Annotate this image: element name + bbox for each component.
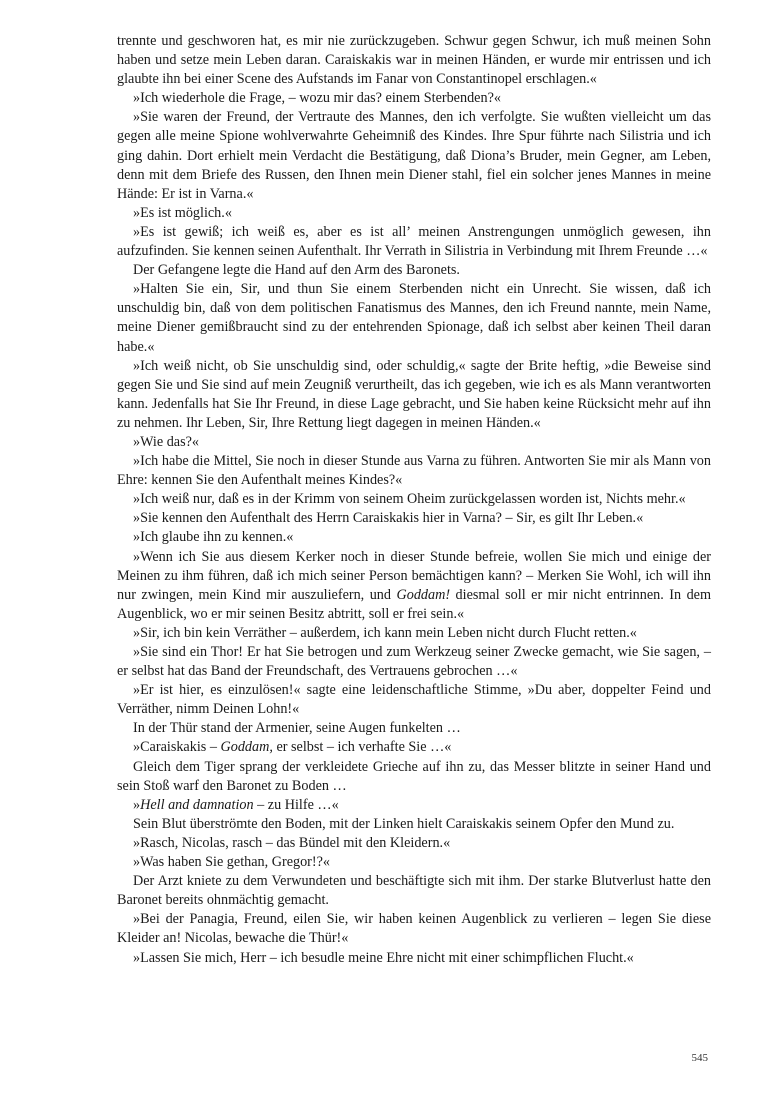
text-run: »Bei der Panagia, Freund, eilen Sie, wir haben keinen Augenblick zu verlieren – legen Sie diese Kleider an! Nicolas, bewache die Thür!«	[117, 911, 711, 947]
paragraph	[117, 853, 711, 872]
text-run: – zu Hilfe …«	[253, 796, 339, 813]
paragraph	[117, 528, 711, 547]
text-run: Der Gefangene legte die Hand auf den Arm des Baronets.	[133, 262, 460, 279]
paragraph	[117, 32, 711, 89]
paragraph	[117, 910, 711, 948]
text-run: »Es ist möglich.«	[133, 204, 232, 221]
paragraph	[117, 204, 711, 223]
text-run: trennte und geschworen hat, es mir nie zurückzugeben. Schwur gegen Schwur, ich muß meinen Sohn haben und setze mein Leben daran. Caraiskakis war in meinen Händen, er wurde mir entrissen und ich glaubte ihn bei einer Scene des Aufstands im Fanar von Constantinopel erschlagen.«	[117, 33, 711, 88]
paragraph	[117, 949, 711, 968]
paragraph	[117, 223, 711, 261]
page-body	[117, 32, 711, 968]
text-run: »Ich weiß nur, daß es in der Krimm von seinem Oheim zurückgelassen worden ist, Nichts mehr.«	[133, 491, 686, 508]
paragraph	[117, 834, 711, 853]
paragraph	[117, 261, 711, 280]
paragraph	[117, 624, 711, 643]
text-run: »Er ist hier, es einzulösen!« sagte eine leidenschaftliche Stimme, »Du aber, doppelter Feind und Verräther, nimm Deinen Lohn!«	[117, 682, 711, 718]
paragraph	[117, 108, 711, 203]
text-run: Der Arzt kniete zu dem Verwundeten und beschäftigte sich mit ihm. Der starke Blutverlust hatte den Baronet bereits ohnmächtig gemacht.	[117, 873, 711, 909]
paragraph	[117, 719, 711, 738]
text-run: »	[133, 796, 141, 813]
text-run: »Rasch, Nicolas, rasch – das Bündel mit den Kleidern.«	[133, 834, 451, 851]
text-run: »Sie waren der Freund, der Vertraute des Mannes, den ich verfolgte. Sie wußten vielleicht um das gegen alle meine Spione wohlverwahrte Geheimniß des Kindes. Ihre Spur führte nach Silistria und ich ging dahin. Dort erhielt mein Verdacht die Bestätigung, daß Diona’s Bruder, mein Gegner, am Leben, denn mit dem Briefe des Russen, den Ihnen mein Diener stahl, fiel ein solcher jenes Mannes in meine Hände: Er ist in Varna.«	[117, 109, 711, 202]
text-run: »Wie das?«	[133, 433, 200, 450]
paragraph	[117, 548, 711, 624]
text-run: »Es ist gewiß; ich weiß es, aber es ist all’ meinen Anstrengungen unmöglich gewesen, ihn aufzufinden. Sie kennen seinen Aufenthalt. Ihr Verrath in Silistria in Verbindung mit Ihrem Freunde …«	[117, 223, 711, 260]
paragraph	[117, 452, 711, 490]
paragraph	[117, 89, 711, 108]
text-run: Sein Blut überströmte den Boden, mit der Linken hielt Caraiskakis seinem Opfer den Mund zu.	[133, 815, 675, 832]
italic-text: Goddam,	[220, 739, 273, 756]
paragraph	[117, 490, 711, 509]
text-run: Gleich dem Tiger sprang der verkleidete Grieche auf ihn zu, das Messer blitzte in seiner Hand und sein Stoß warf den Baronet zu Boden …	[117, 758, 711, 794]
page-number: 545	[691, 1052, 708, 1064]
text-run: »Sie kennen den Aufenthalt des Herrn Caraiskakis hier in Varna? – Sir, es gilt Ihr Leben.«	[133, 510, 644, 527]
text-run: »Was haben Sie gethan, Gregor!?«	[133, 854, 331, 871]
paragraph	[117, 815, 711, 834]
paragraph	[117, 280, 711, 356]
paragraph	[117, 738, 711, 757]
text-run: »Ich wiederhole die Frage, – wozu mir das? einem Sterbenden?«	[133, 90, 501, 107]
text-run: »Ich glaube ihn zu kennen.«	[133, 529, 294, 546]
text-run: »Sie sind ein Thor! Er hat Sie betrogen und zum Werkzeug seiner Zwecke gemacht, wie Sie sagen, – er selbst hat das Band der Freundschaft, des Vertrauens gebrochen …«	[117, 644, 711, 680]
paragraph	[117, 433, 711, 452]
text-run: »Ich weiß nicht, ob Sie unschuldig sind, oder schuldig,« sagte der Brite heftig, »die Beweise sind gegen Sie und Sie sind auf mein Zeugniß verurtheilt, das ich gegeben, wie ich es als Mann verantworten kann. Jedenfalls hat Sie Ihr Freund, in diese Lage gebracht, und Sie haben keine Rücksicht mehr auf ihn zu nehmen. Ihr Leben, Sir, Ihre Rettung liegt dagegen in meinen Händen.«	[117, 357, 711, 431]
text-run: »Caraiskakis –	[133, 739, 221, 756]
text-run: diesmal soll er mir nicht entrinnen. In dem Augenblick, wo er mir seinen Besitz abtritt, soll er frei sein.«	[117, 586, 711, 622]
text-run: »Lassen Sie mich, Herr – ich besudle meine Ehre nicht mit einer schimpflichen Flucht.«	[133, 949, 634, 966]
text-run: er selbst – ich verhafte Sie …«	[272, 739, 452, 756]
paragraph	[117, 681, 711, 719]
text-run: »Wenn ich Sie aus diesem Kerker noch in dieser Stunde befreie, wollen Sie mich und einige der Meinen zu ihm führen, daß ich mich seiner Person bemächtigen kann? – Merken Sie Wohl, ich will ihn nur zwingen, mein Kind mir auszuliefern, und	[117, 548, 711, 603]
paragraph	[117, 758, 711, 796]
paragraph	[117, 796, 711, 815]
text-run: In der Thür stand der Armenier, seine Augen funkelten …	[133, 720, 461, 737]
text-run: »Halten Sie ein, Sir, und thun Sie einem Sterbenden nicht ein Unrecht. Sie wissen, daß ich unschuldig bin, daß von dem politischen Fanatismus des Mannes, den ich Freund nannte, mein Name, meine Diener gemißbraucht sind zu der entehrenden Spionage, daß ich selbst aber keinen Theil daran habe.«	[117, 281, 711, 355]
text-run: »Ich habe die Mittel, Sie noch in dieser Stunde aus Varna zu führen. Antworten Sie mir als Mann von Ehre: kennen Sie den Aufenthalt meines Kindes?«	[117, 453, 711, 489]
italic-text: Hell and damnation	[140, 796, 254, 813]
paragraph	[117, 509, 711, 528]
paragraph	[117, 872, 711, 910]
paragraph	[117, 357, 711, 433]
text-run: »Sir, ich bin kein Verräther – außerdem, ich kann mein Leben nicht durch Flucht retten.«	[133, 624, 637, 641]
paragraph	[117, 643, 711, 681]
italic-text: Goddam!	[396, 586, 451, 603]
